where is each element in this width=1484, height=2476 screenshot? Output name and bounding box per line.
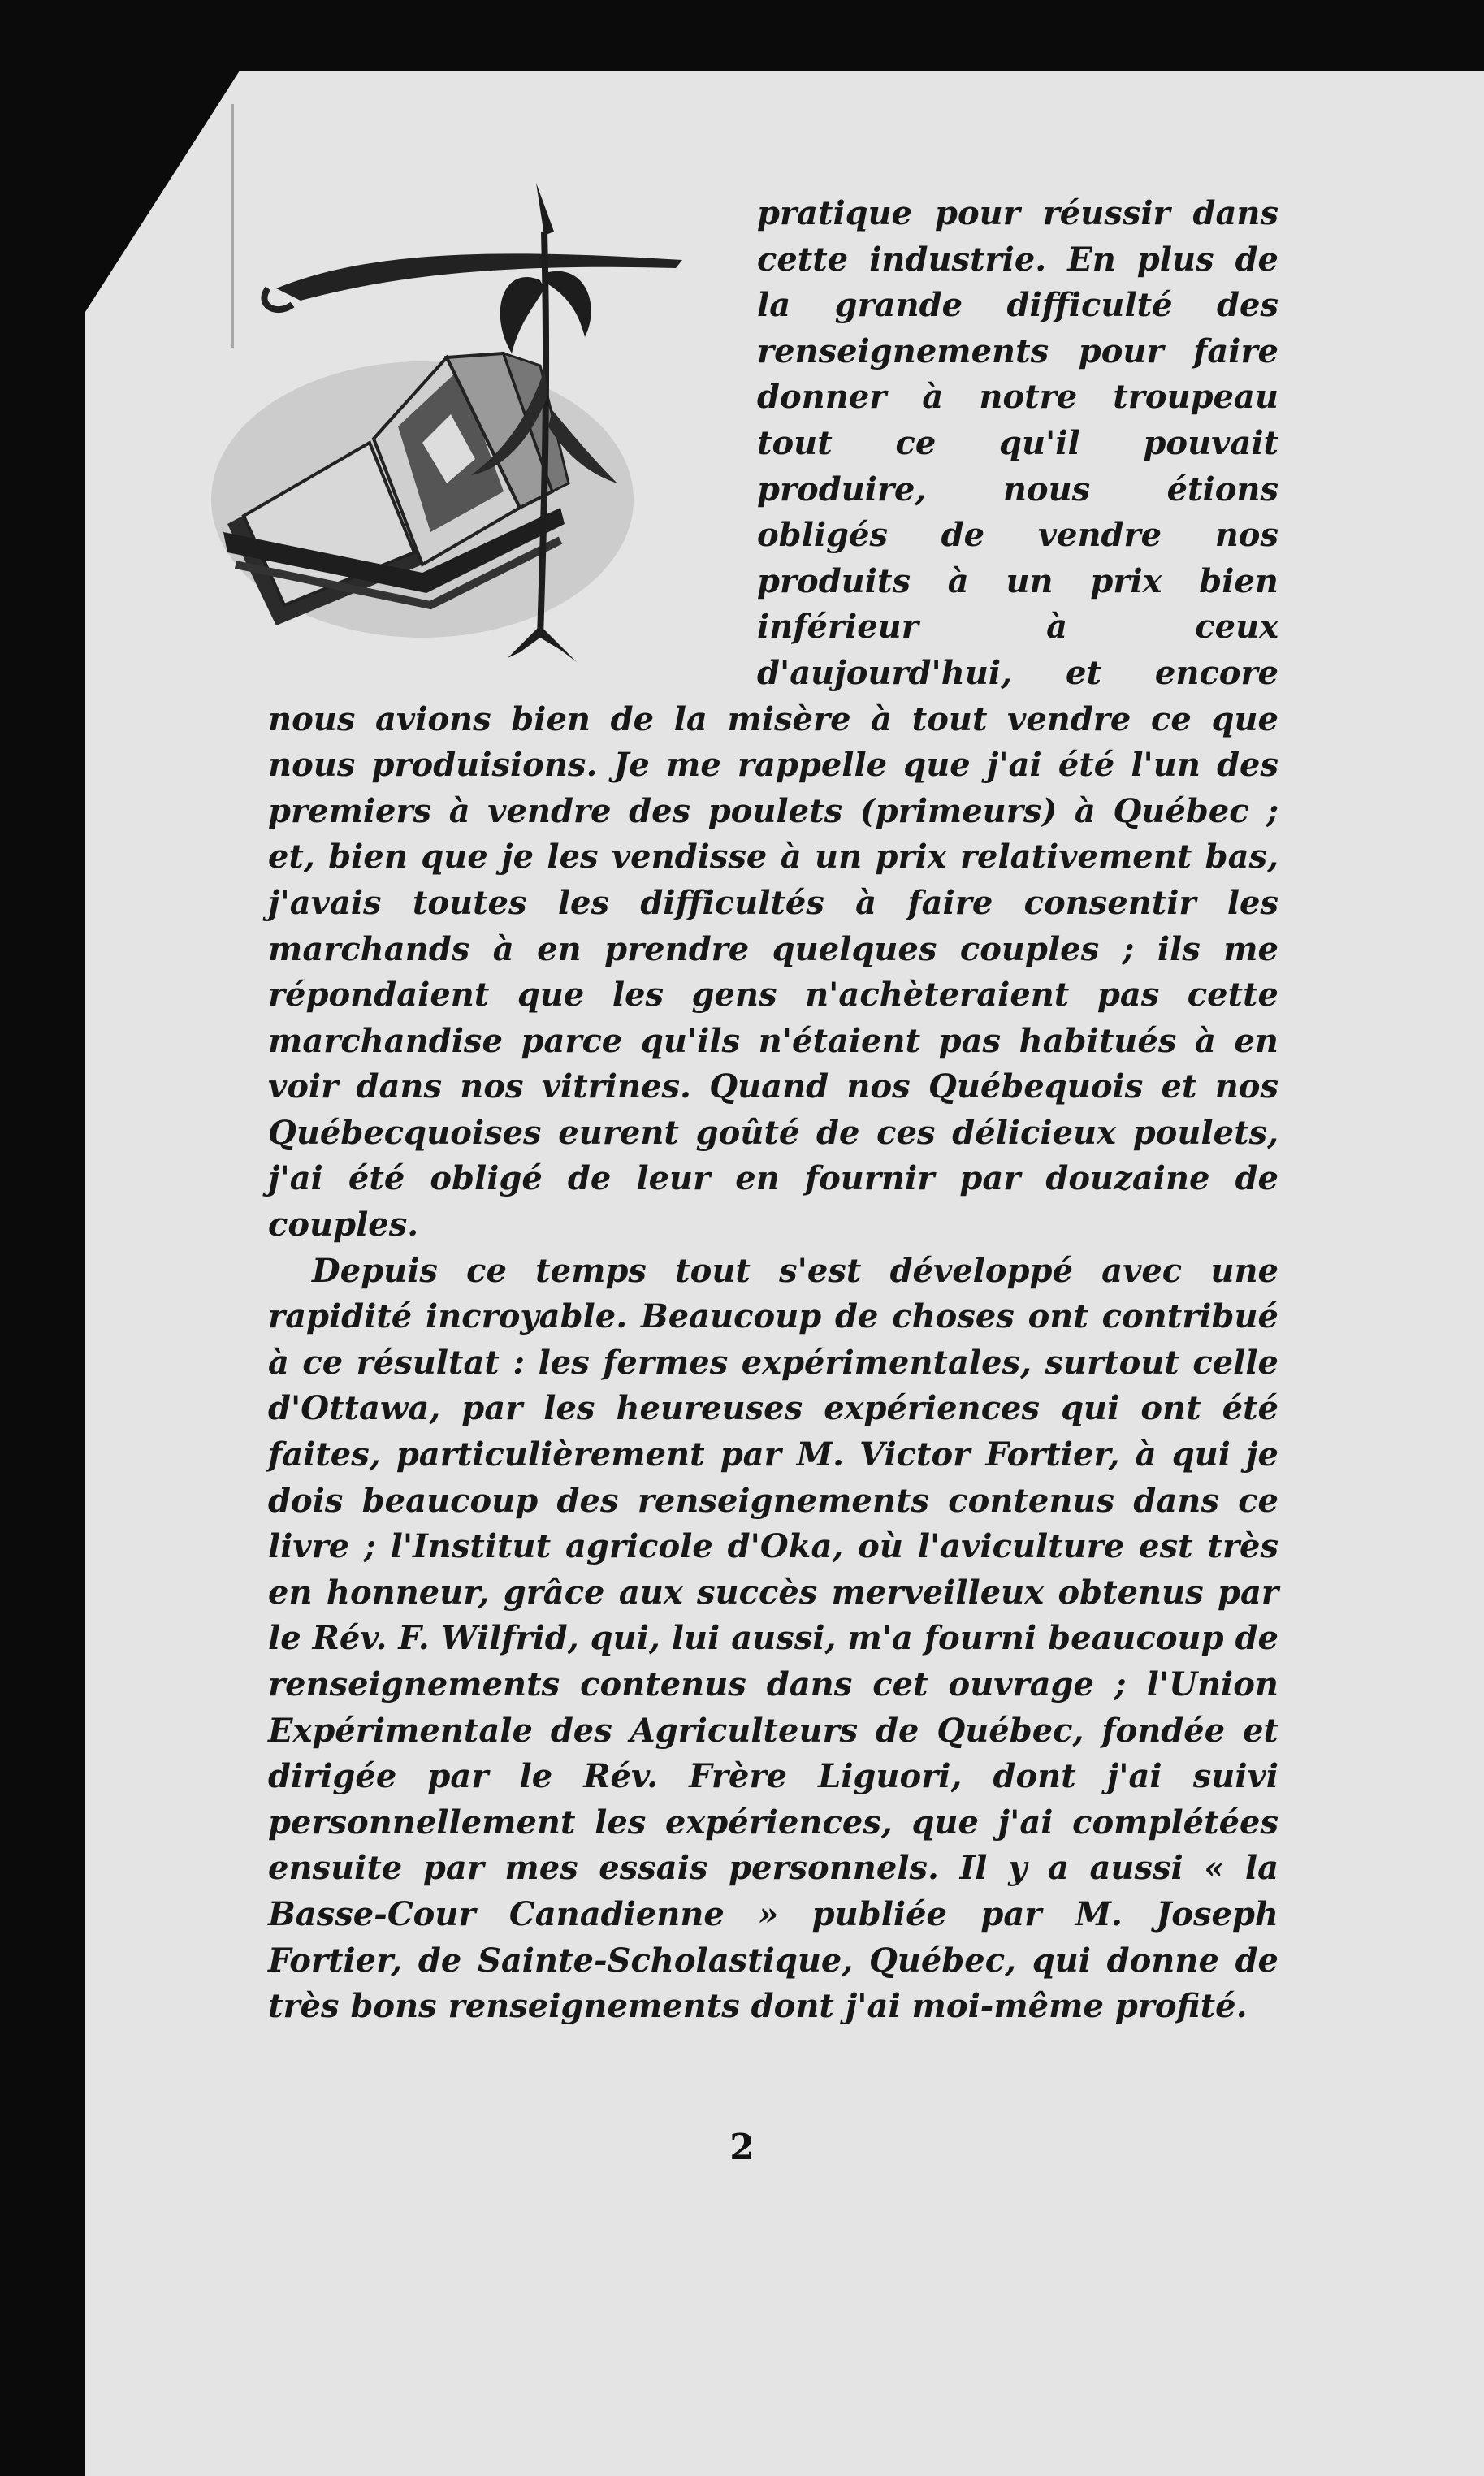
body-text <box>268 191 1278 2030</box>
paragraph-1: pratique pour réussir dans cette industrie. En plus de la grande difficulté des renseignements pour faire donner à notre troupeau tout ce qu'il pouvait produire, nous étions obligés de vendre nos produits à un prix bien inférieur à ceux d'aujourd'hui, et encore nous avions bien de la misère à tout vendre ce que nous produisions. Je me rappelle que j'ai été l'un des premiers à vendre des poulets (primeurs) à Québec ; et, bien que je les vendisse à un prix relativement bas, j'avais toutes les difficultés à faire consentir les marchands à en prendre quelques couples ; ils me répondaient que les gens n'achèteraient pas cette marchandise parce qu'ils n'étaient pas habitués à en voir dans nos vitrines. Quand nos Québequois et nos Québecquoises eurent goûté de ces délicieux poulets, j'ai été obligé de leur en fournir par douzaine de couples. <box>268 194 1278 1244</box>
page-number: 2 <box>729 2127 755 2168</box>
open-book-with-lily-ornament-icon <box>179 183 747 686</box>
paragraph-2: Depuis ce temps tout s'est développé avec une rapidité incroyable. Beaucoup de choses ont contribué à ce résultat : les fermes expérimentales, surtout celle d'Ottawa, par les heureuses expériences qui ont été faites, particulièrement par M. Victor Fortier, à qui je dois beaucoup des renseignements contenus dans ce livre ; l'Institut agricole d'Oka, où l'aviculture est très en honneur, grâce aux succès merveilleux obtenus par le Rév. F. Wilfrid, qui, lui aussi, m'a fourni beaucoup de renseignements contenus dans cet ouvrage ; l'Union Expérimentale des Agriculteurs de Québec, fondée et dirigée par le Rév. Frère Liguori, dont j'ai suivi personnellement les expériences, que j'ai complétées ensuite par mes essais personnels. Il y a aussi « la Basse-Cour Canadienne » publiée par M. Joseph Fortier, de Sainte-Scholastique, Québec, qui donne de très bons renseignements dont j'ai moi-même profité. <box>268 1251 1278 2026</box>
